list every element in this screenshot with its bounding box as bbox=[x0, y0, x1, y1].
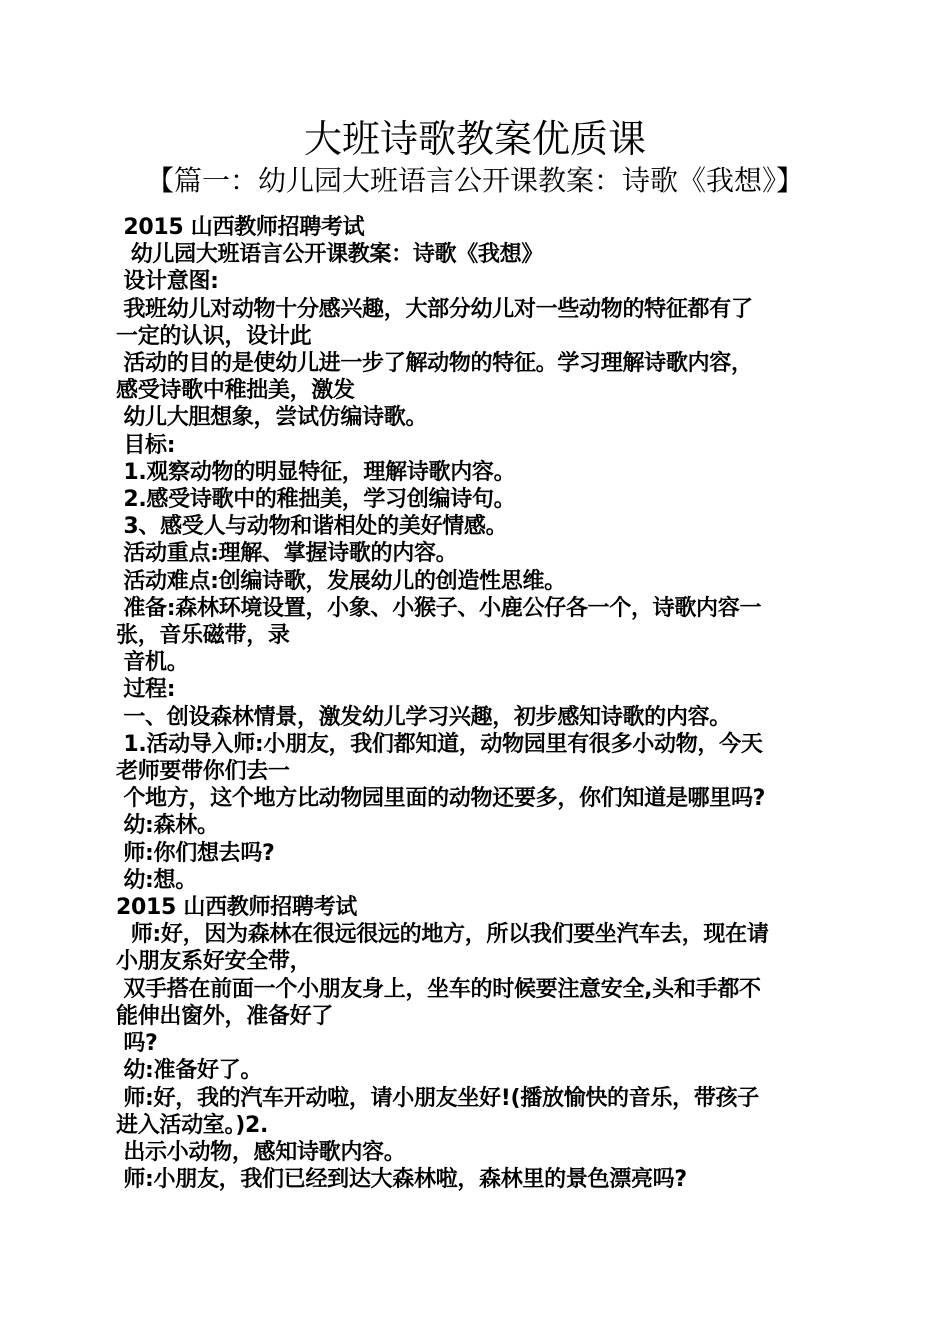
text-line: 准备:森林环境设置，小象、小猴子、小鹿公仔各一个，诗歌内容一 bbox=[116, 595, 762, 621]
document-subtitle: 【篇一：幼儿园大班语言公开课教案：诗歌《我想》】 bbox=[145, 164, 804, 197]
text-line: 设计意图: bbox=[116, 269, 219, 295]
text-line: 活动重点:理解、掌握诗歌的内容。 bbox=[116, 541, 458, 567]
text-line: 目标: bbox=[116, 432, 176, 458]
text-line: 幼:森林。 bbox=[116, 813, 219, 839]
text-line: 2015 山西教师招聘考试 bbox=[116, 895, 357, 921]
text-line: 2015 山西教师招聘考试 bbox=[116, 215, 365, 240]
text-line: 师:小朋友，我们已经到达大森林啦，森林里的景色漂亮吗? bbox=[116, 1167, 687, 1193]
text-line: 小朋友系好安全带， bbox=[116, 949, 312, 975]
text-line: 1.观察动物的明显特征，理解诗歌内容。 bbox=[116, 459, 516, 485]
text-line: 感受诗歌中稚拙美，激发 bbox=[116, 378, 355, 404]
text-line: 个地方，这个地方比动物园里面的动物还要多，你们知道是哪里吗? bbox=[116, 786, 766, 812]
text-line: 出示小动物，感知诗歌内容。 bbox=[116, 1139, 406, 1165]
text-line: 我班幼儿对动物十分感兴趣，大部分幼儿对一些动物的特征都有了 bbox=[116, 296, 753, 322]
text-line: 双手搭在前面一个小朋友身上，坐车的时候要注意安全,头和手都不 bbox=[116, 976, 761, 1002]
text-line: 幼儿大胆想象，尝试仿编诗歌。 bbox=[116, 405, 428, 431]
text-line: 3、感受人与动物和谐相处的美好情感。 bbox=[116, 514, 508, 540]
text-line: 一定的认识，设计此 bbox=[116, 323, 312, 349]
text-line: 1.活动导入师:小朋友，我们都知道，动物园里有很多小动物，今天 bbox=[116, 731, 763, 757]
document-title: 大班诗歌教案优质课 bbox=[303, 117, 646, 161]
text-line: 一、创设森林情景，激发幼儿学习兴趣，初步感知诗歌的内容。 bbox=[116, 704, 731, 730]
text-line: 师:好，因为森林在很远很远的地方，所以我们要坐汽车去，现在请 bbox=[116, 922, 769, 948]
text-line: 音机。 bbox=[116, 650, 189, 676]
text-line: 师:你们想去吗? bbox=[116, 840, 275, 866]
text-line: 幼儿园大班语言公开课教案：诗歌《我想》 bbox=[116, 242, 544, 268]
text-line: 2.感受诗歌中的稚拙美，学习创编诗句。 bbox=[116, 487, 516, 513]
text-line: 吗? bbox=[116, 1031, 158, 1057]
text-line: 幼:想。 bbox=[116, 867, 197, 893]
text-line: 能伸出窗外，准备好了 bbox=[116, 1003, 334, 1029]
text-line: 张，音乐磁带，录 bbox=[116, 623, 290, 649]
text-line: 活动的目的是使幼儿进一步了解动物的特征。学习理解诗歌内容， bbox=[116, 351, 753, 377]
document-body bbox=[116, 214, 836, 1193]
text-line: 活动难点:创编诗歌，发展幼儿的创造性思维。 bbox=[116, 568, 566, 594]
text-line: 老师要带你们去一 bbox=[116, 759, 290, 785]
text-line: 幼:准备好了。 bbox=[116, 1058, 263, 1084]
text-line: 过程: bbox=[116, 677, 176, 703]
text-line: 师:好，我的汽车开动啦，请小朋友坐好!(播放愉快的音乐，带孩子 bbox=[116, 1085, 759, 1111]
text-line: 进入活动室。)2. bbox=[116, 1112, 269, 1138]
